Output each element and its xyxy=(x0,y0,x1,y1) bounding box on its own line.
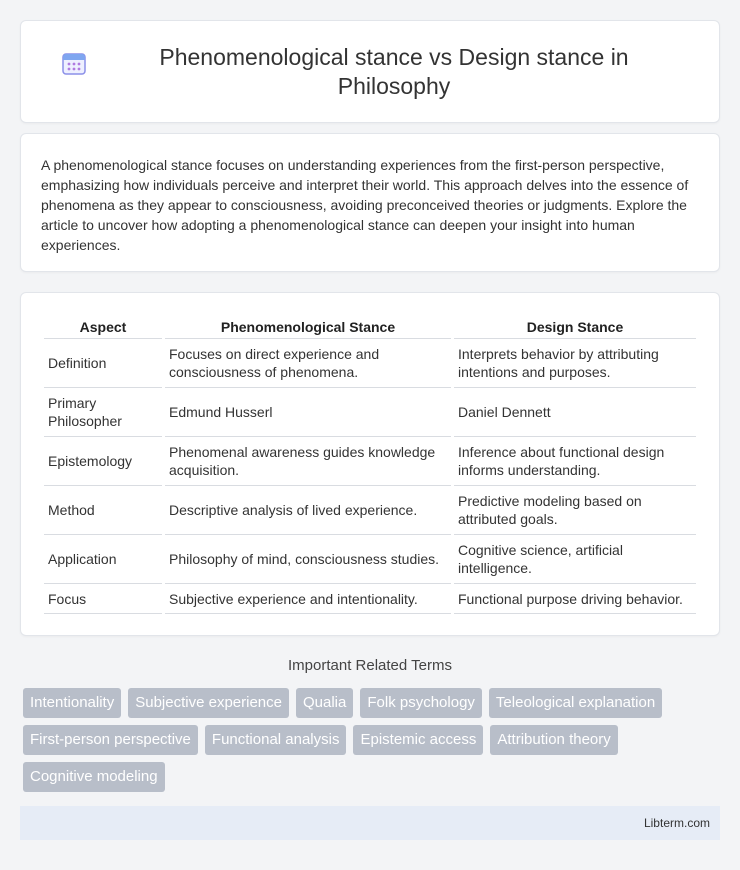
table-header-row xyxy=(44,313,696,339)
table-row xyxy=(44,584,696,614)
row-aspect: Application xyxy=(44,535,162,584)
footer xyxy=(20,806,720,840)
row-phenomenological: Philosophy of mind, consciousness studies. xyxy=(165,535,451,584)
header-aspect: Aspect xyxy=(44,313,162,339)
tag-subjective-experience[interactable]: Subjective experience xyxy=(128,688,289,718)
row-phenomenological: Subjective experience and intentionality. xyxy=(165,584,451,614)
intro-card xyxy=(20,133,720,272)
page-title: Phenomenological stance vs Design stance in Philosophy xyxy=(159,43,629,99)
intro-paragraph: A phenomenological stance focuses on understanding experiences from the first-person perspective, emphasizing how individuals perceive and interpret their world. This approach delves into the essence of phenomena as they appear to consciousness, avoiding preconceived theories or judgments. Explore the article to uncover how adopting a phenomenological stance can deepen your insight into human experiences. xyxy=(41,157,689,253)
row-phenomenological: Phenomenal awareness guides knowledge acquisition. xyxy=(165,437,451,486)
tag-epistemic-access[interactable]: Epistemic access xyxy=(353,725,483,755)
header-phenomenological: Phenomenological Stance xyxy=(165,313,451,339)
row-design: Cognitive science, artificial intelligence. xyxy=(454,535,696,584)
tag-teleological-explanation[interactable]: Teleological explanation xyxy=(489,688,662,718)
row-design: Predictive modeling based on attributed goals. xyxy=(454,486,696,535)
row-design: Daniel Dennett xyxy=(454,388,696,437)
table-row xyxy=(44,535,696,584)
tag-functional-analysis[interactable]: Functional analysis xyxy=(205,725,347,755)
tag-attribution-theory[interactable]: Attribution theory xyxy=(490,725,617,755)
title-card xyxy=(20,20,720,123)
row-aspect: Primary Philosopher xyxy=(44,388,162,437)
row-design: Inference about functional design informs understanding. xyxy=(454,437,696,486)
header-design: Design Stance xyxy=(454,313,696,339)
calendar-icon xyxy=(61,50,87,76)
row-phenomenological: Focuses on direct experience and consciousness of phenomena. xyxy=(165,339,451,388)
tag-first-person-perspective[interactable]: First-person perspective xyxy=(23,725,198,755)
related-terms-tags xyxy=(23,688,723,792)
table-row xyxy=(44,486,696,535)
tag-folk-psychology[interactable]: Folk psychology xyxy=(360,688,482,718)
row-aspect: Epistemology xyxy=(44,437,162,486)
table-row xyxy=(44,388,696,437)
footer-site-link[interactable]: Libterm.com xyxy=(643,816,710,830)
row-phenomenological: Edmund Husserl xyxy=(165,388,451,437)
table-row xyxy=(44,437,696,486)
tag-qualia[interactable]: Qualia xyxy=(296,688,353,718)
row-aspect: Focus xyxy=(44,584,162,614)
tag-intentionality[interactable]: Intentionality xyxy=(23,688,121,718)
comparison-table-card xyxy=(20,292,720,636)
row-aspect: Method xyxy=(44,486,162,535)
row-design: Functional purpose driving behavior. xyxy=(454,584,696,614)
table-row xyxy=(44,339,696,388)
row-design: Interprets behavior by attributing intentions and purposes. xyxy=(454,339,696,388)
row-aspect: Definition xyxy=(44,339,162,388)
related-terms-title: Important Related Terms xyxy=(288,657,452,674)
row-phenomenological: Descriptive analysis of lived experience. xyxy=(165,486,451,535)
tag-cognitive-modeling[interactable]: Cognitive modeling xyxy=(23,762,165,792)
title-wrap xyxy=(21,43,719,101)
comparison-table xyxy=(41,313,699,614)
